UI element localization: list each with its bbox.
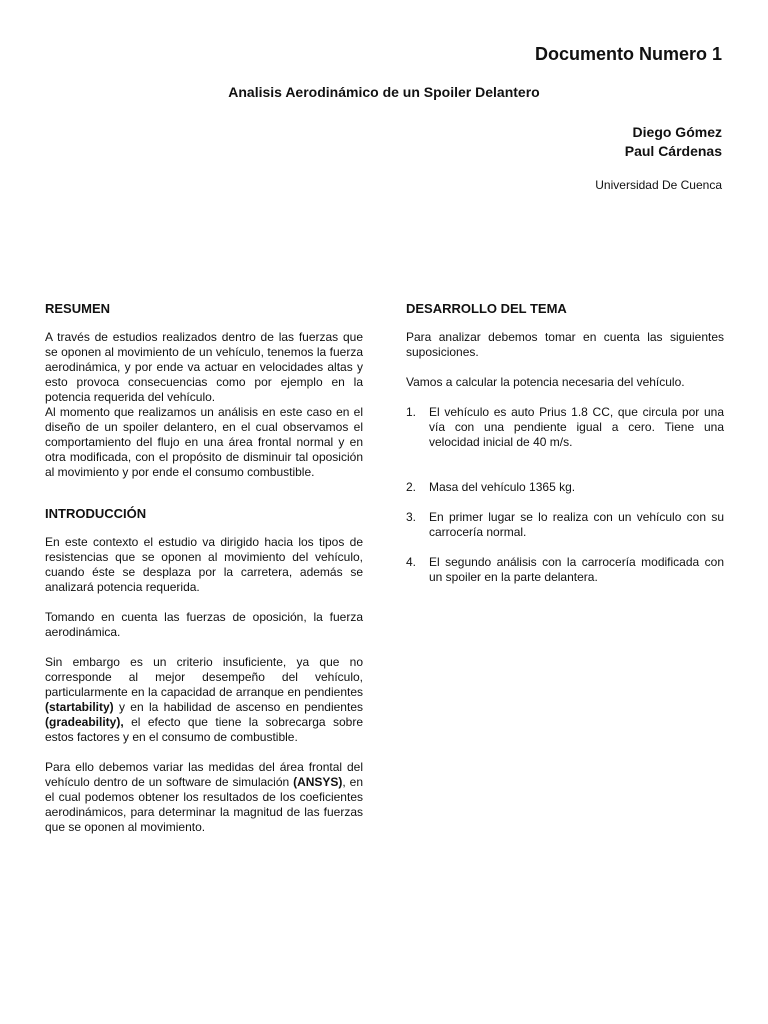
resumen-heading: RESUMEN bbox=[45, 301, 111, 316]
resumen-paragraph: Al momento que realizamos un análisis en este caso en el diseño de un spoiler delantero, en el cual observamos el comportamiento del flujo en una área frontal normal y en otra modificada, con el propósito de disminuir tal oposición al movimiento y por ende el consumo combustible. bbox=[45, 405, 363, 479]
list-item bbox=[406, 405, 724, 450]
intro-heading: INTRODUCCIÓN bbox=[45, 506, 147, 521]
resumen-paragraph: A través de estudios realizados dentro de las fuerzas que se oponen al movimiento de un vehículo, tenemos la fuerza aerodinámica, y por ende va actuar en velocidades altas y esto provoca consecuencias como por ejemplo en la potencia requerida del vehículo. bbox=[45, 330, 363, 404]
assumptions-list bbox=[406, 405, 724, 585]
intro-paragraph: En este contexto el estudio va dirigido hacia los tipos de resistencias que se oponen al movimiento del vehículo, cuando éste se desplaza por la carretera, además se analizará potencia requerida. bbox=[45, 535, 363, 594]
list-number: 1. bbox=[406, 405, 417, 419]
desarrollo-paragraph: Vamos a calcular la potencia necesaria del vehículo. bbox=[406, 375, 685, 389]
text-run: el efecto que tiene la sobrecarga sobre estos factores y en el consumo de combustible. bbox=[45, 715, 363, 744]
text-run: Sin embargo es un criterio insuficiente, ya que no corresponde al mejor desempeño del vehículo, particularmente en la capacidad de arranque en pendientes bbox=[45, 655, 363, 699]
list-text: En primer lugar se lo realiza con un vehículo con su carrocería normal. bbox=[429, 510, 724, 539]
list-item bbox=[406, 555, 724, 585]
list-text: El vehículo es auto Prius 1.8 CC, que circula por una vía con una pendiente igual a cero. Tiene una velocidad inicial de 40 m/s. bbox=[429, 405, 724, 449]
list-number: 3. bbox=[406, 510, 417, 524]
text-run: Para ello debemos variar las medidas del área frontal del vehículo dentro de un software de simulación bbox=[45, 760, 363, 789]
author-name: Paul Cárdenas bbox=[624, 143, 722, 159]
university-name: Universidad De Cuenca bbox=[595, 178, 722, 192]
left-column bbox=[45, 301, 363, 835]
desarrollo-heading: DESARROLLO DEL TEMA bbox=[406, 301, 567, 316]
list-number: 4. bbox=[406, 555, 417, 569]
text-run: , en el cual podemos obtener los resultados de los coeficientes aerodinámicos, para determinar la magnitud de las fuerzas que se oponen al movimiento. bbox=[45, 775, 363, 834]
document-subtitle: Analisis Aerodinámico de un Spoiler Delantero bbox=[228, 84, 540, 100]
document-title: Documento Numero 1 bbox=[534, 44, 722, 64]
bold-term: (ANSYS) bbox=[293, 775, 343, 789]
list-text: El segundo análisis con la carrocería modificada con un spoiler en la parte delantera. bbox=[429, 555, 724, 584]
intro-paragraph bbox=[45, 760, 363, 835]
text-run: y en la habilidad de ascenso en pendientes bbox=[113, 700, 363, 714]
desarrollo-paragraph: Para analizar debemos tomar en cuenta las siguientes suposiciones. bbox=[406, 330, 724, 359]
author-name: Diego Gómez bbox=[632, 124, 722, 140]
intro-paragraph: Tomando en cuenta las fuerzas de oposición, la fuerza aerodinámica. bbox=[45, 610, 363, 639]
list-item bbox=[406, 510, 724, 540]
bold-term: (gradeability), bbox=[45, 715, 124, 729]
bold-term: (startability) bbox=[45, 700, 114, 714]
list-item bbox=[406, 480, 724, 495]
intro-paragraph bbox=[45, 655, 363, 745]
list-text: Masa del vehículo 1365 kg. bbox=[429, 480, 576, 494]
list-number: 2. bbox=[406, 480, 417, 494]
right-column bbox=[406, 301, 724, 585]
